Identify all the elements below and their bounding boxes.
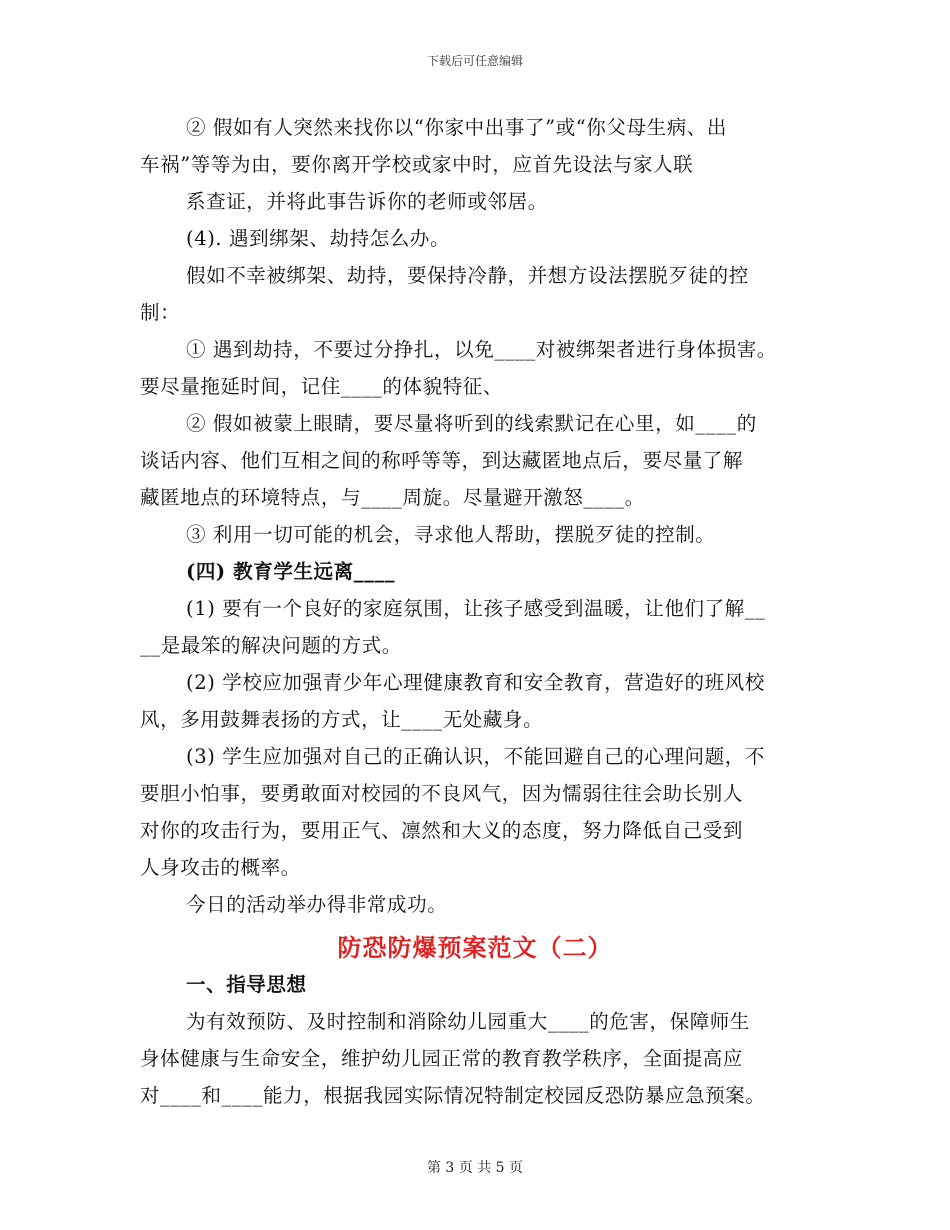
paragraph-line: 假如不幸被绑架、劫持，要保持冷静，并想方设法摆脱歹徒的控 <box>186 264 749 287</box>
paragraph-line: 为有效预防、及时控制和消除幼儿园重大____的危害，保障师生 <box>186 1010 751 1033</box>
paragraph-line: ② 假如被蒙上眼睛，要尽量将听到的线索默记在心里，如____的 <box>186 412 757 435</box>
page-header: 下载后可任意编辑 <box>426 54 523 68</box>
section-heading: (四) 教育学生远离____ <box>186 560 396 583</box>
paragraph-line: 藏匿地点的环境特点，与____周旋。尽量避开激怒____。 <box>140 486 645 509</box>
paragraph-line: 系查证，并将此事告诉你的老师或邻居。 <box>186 190 548 213</box>
paragraph-line: 车祸”等等为由，要你离开学校或家中时，应首先设法与家人联 <box>140 153 694 176</box>
paragraph-line: ① 遇到劫持，不要过分挣扎，以免____对被绑架者进行身体损害。 <box>186 338 777 361</box>
paragraph-line: (3) 学生应加强对自己的正确认识，不能回避自己的心理问题，不 <box>186 745 765 768</box>
paragraph-line: ③ 利用一切可能的机会，寻求他人帮助，摆脱歹徒的控制。 <box>186 523 716 546</box>
paragraph-line: 身体健康与生命安全，维护幼儿园正常的教育教学秩序，全面提高应 <box>140 1047 744 1070</box>
paragraph-line: 谈话内容、他们互相之间的称呼等等，到达藏匿地点后，要尽量了解 <box>140 449 744 472</box>
paragraph-line: 制： <box>140 301 181 324</box>
paragraph-line: 人身攻击的概率。 <box>140 856 301 879</box>
section-heading: 一、指导思想 <box>186 973 307 996</box>
paragraph-line: (2) 学校应加强青少年心理健康教育和安全教育，营造好的班风校 <box>186 671 765 694</box>
paragraph-line: 风，多用鼓舞表扬的方式，让____无处藏身。 <box>140 708 544 731</box>
paragraph-line: ② 假如有人突然来找你以“你家中出事了”或“你父母生病、出 <box>186 116 728 139</box>
paragraph-line: 对你的攻击行为，要用正气、凛然和大义的态度，努力降低自己受到 <box>140 819 744 842</box>
paragraph-line: 今日的活动举办得非常成功。 <box>186 893 448 916</box>
paragraph-line: (1) 要有一个良好的家庭氛围，让孩子感受到温暖，让他们了解__ <box>186 597 766 620</box>
paragraph-line: __是最笨的解决问题的方式。 <box>140 634 402 657</box>
paragraph-line: 要尽量拖延时间，记住____的体貌特征、 <box>140 375 504 398</box>
paragraph-line: (4). 遇到绑架、劫持怎么办。 <box>186 227 451 250</box>
page-footer: 第 3 页 共 5 页 <box>426 1160 524 1176</box>
paragraph-line: 要胆小怕事，要勇敢面对校园的不良风气，因为懦弱往往会助长别人 <box>140 782 744 805</box>
paragraph-line: 对____和____能力，根据我园实际情况特制定校园反恐防暴应急预案。 <box>140 1084 766 1107</box>
section-title: 防恐防爆预案范文（二） <box>337 933 613 962</box>
